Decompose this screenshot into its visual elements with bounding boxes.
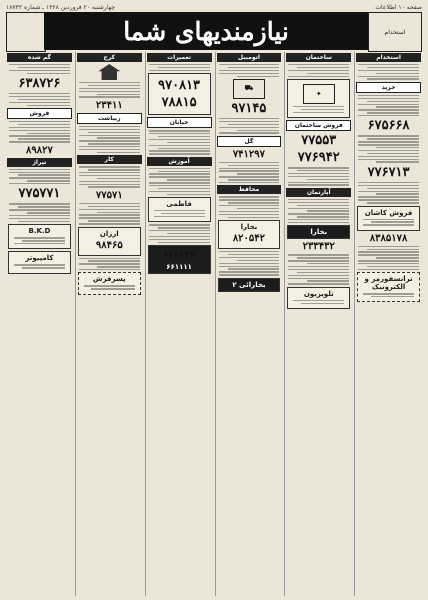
- ad-text-block: [219, 162, 280, 184]
- category-header: زیباشت: [77, 113, 142, 124]
- ad-box: [148, 197, 211, 222]
- ad-text-block: [358, 95, 419, 117]
- phone-number: ۹۷۰۸۱۳: [158, 78, 201, 94]
- column-6: [6, 52, 73, 596]
- category-header: استخدام: [356, 53, 421, 62]
- ad-box: [8, 224, 71, 249]
- masthead-title: [44, 12, 368, 50]
- category-header: خرید: [356, 82, 421, 93]
- ad-text-block: [288, 167, 349, 186]
- ad-text-block: [149, 130, 210, 155]
- ad-box-title: ارزان: [99, 229, 119, 238]
- category-header: محافظ: [217, 185, 282, 194]
- ad-text-block: [9, 64, 70, 74]
- category-header: گل: [217, 136, 282, 147]
- car-logo-icon: ⛟: [233, 79, 265, 99]
- column-4: [145, 52, 213, 596]
- masthead-right-box: استخدام: [368, 12, 422, 52]
- masthead-left-box: [6, 12, 46, 52]
- phone-number: ۹۸۴۶۵: [95, 239, 123, 251]
- ad-box: [8, 251, 71, 273]
- ad-text-block: [9, 169, 70, 185]
- ad-text-block: [219, 196, 280, 218]
- ad-box-title: بخارائی ۲: [232, 280, 266, 289]
- ad-box: [78, 227, 141, 256]
- category-header: آموزش: [147, 157, 212, 166]
- ad-box: [357, 272, 420, 302]
- ad-text-block: [79, 258, 140, 271]
- phone-number: ۸۳۸۵۱۷۸: [369, 232, 408, 244]
- ad-text-block: [79, 126, 140, 153]
- phone-number: ۹۷۱۴۵: [231, 100, 267, 116]
- ad-box: [148, 73, 211, 115]
- category-header: کرج: [77, 53, 142, 62]
- phone-number: ۷۷۵۷۷۱: [18, 186, 61, 202]
- header-strip: [6, 2, 422, 12]
- ad-box: [78, 272, 141, 294]
- ad-box-title: فروش کاشان: [364, 208, 413, 217]
- ad-box: [218, 220, 281, 249]
- phone-number: ۷۷۵۷۱: [95, 189, 123, 201]
- column-2: [284, 52, 352, 596]
- ad-text-block: [219, 251, 280, 276]
- category-header: ساختمان: [286, 53, 351, 62]
- phone-number: ۷۷۶۹۴۲: [297, 150, 340, 166]
- phone-number: ۷۸۸۱۵: [161, 95, 197, 111]
- phone-number: ۷۷۶۷۱۳: [367, 164, 410, 180]
- ad-box-title: B.K.D: [28, 227, 51, 236]
- ad-text-block: [358, 64, 419, 80]
- ad-text-block: [288, 254, 349, 284]
- ad-box: [148, 245, 211, 274]
- ad-text-block: [149, 64, 210, 71]
- phone-number: ۶۷۵۶۶۸: [367, 118, 410, 134]
- ad-box-title: فاطمی: [166, 200, 192, 209]
- ad-box-title: ترانسفورمر و الکترونیک: [364, 275, 413, 292]
- ad-text-block: [288, 199, 349, 224]
- ad-box: [357, 206, 420, 231]
- ad-text-block: [288, 64, 349, 77]
- ad-box: [287, 225, 350, 239]
- ad-text-block: [149, 168, 210, 195]
- phone-number: ۷۴۱۲۹۷: [232, 148, 266, 160]
- ad-text-block: [79, 82, 140, 98]
- column-3: [215, 52, 283, 596]
- classified-grid: [6, 52, 422, 596]
- house-icon: [98, 64, 120, 80]
- category-header: خیابان: [147, 117, 212, 128]
- phone-number: ۸۹۸۲۷: [26, 144, 53, 156]
- ad-text-block: [149, 224, 210, 243]
- phone-number: ۶۳۸۷۲۶: [18, 76, 61, 92]
- column-5: [75, 52, 143, 596]
- ad-box-title: بخارا: [310, 228, 328, 237]
- phone-number: ۲۳۴۱۱: [95, 99, 123, 111]
- ad-text-block: [79, 166, 140, 188]
- category-header: کار: [77, 155, 142, 164]
- ad-text-block: [358, 135, 419, 162]
- category-header: فروش ساختمان: [286, 120, 351, 131]
- category-header: تیراژ: [7, 158, 72, 167]
- logo-icon: ✦: [303, 84, 335, 104]
- phone-number: ۷۷۵۵۳: [301, 133, 337, 149]
- category-header: اتومبیل: [217, 53, 282, 62]
- phone-number: ۸۲۰۵۴۲: [232, 233, 266, 245]
- category-header: گم شده: [7, 53, 72, 62]
- phone-number: ۶۶۲۱۲۲: [162, 250, 196, 261]
- phone-number: ۲۳۳۴۳۲: [302, 241, 335, 253]
- category-header: آپارتمان: [286, 188, 351, 197]
- masthead-title-text: نیازمندیهای شما: [123, 16, 289, 46]
- date-line: چهارشنبه ۲۰ فروردین ۱۳۶۸ ـ شماره ۱۸۷۳۲: [6, 3, 116, 11]
- ad-text-block: [9, 93, 70, 106]
- ad-box-title: بخارا: [240, 223, 258, 232]
- ad-box: [287, 287, 350, 309]
- category-header: فروش: [7, 108, 72, 119]
- column-1: [354, 52, 422, 596]
- ad-text-block: [219, 64, 280, 77]
- ad-text-block: [358, 246, 419, 271]
- ad-text-block: [9, 203, 70, 222]
- page-label: صفحه ۱۰ اطلاعات: [375, 3, 422, 11]
- ad-box: [218, 278, 281, 292]
- ad-box-title: پسرفرش: [92, 275, 126, 284]
- category-header: تعمیرات: [147, 53, 212, 62]
- ad-text-block: [9, 121, 70, 143]
- ad-box-title: کامپیوتر: [25, 254, 54, 263]
- ad-box-title: ۶۶۱۱۱۱: [166, 263, 192, 271]
- ad-box: [287, 79, 350, 118]
- ad-text-block: [358, 182, 419, 204]
- ad-text-block: [219, 118, 280, 134]
- ad-box-title: تلویزیون: [303, 289, 334, 298]
- ad-text-block: [79, 203, 140, 225]
